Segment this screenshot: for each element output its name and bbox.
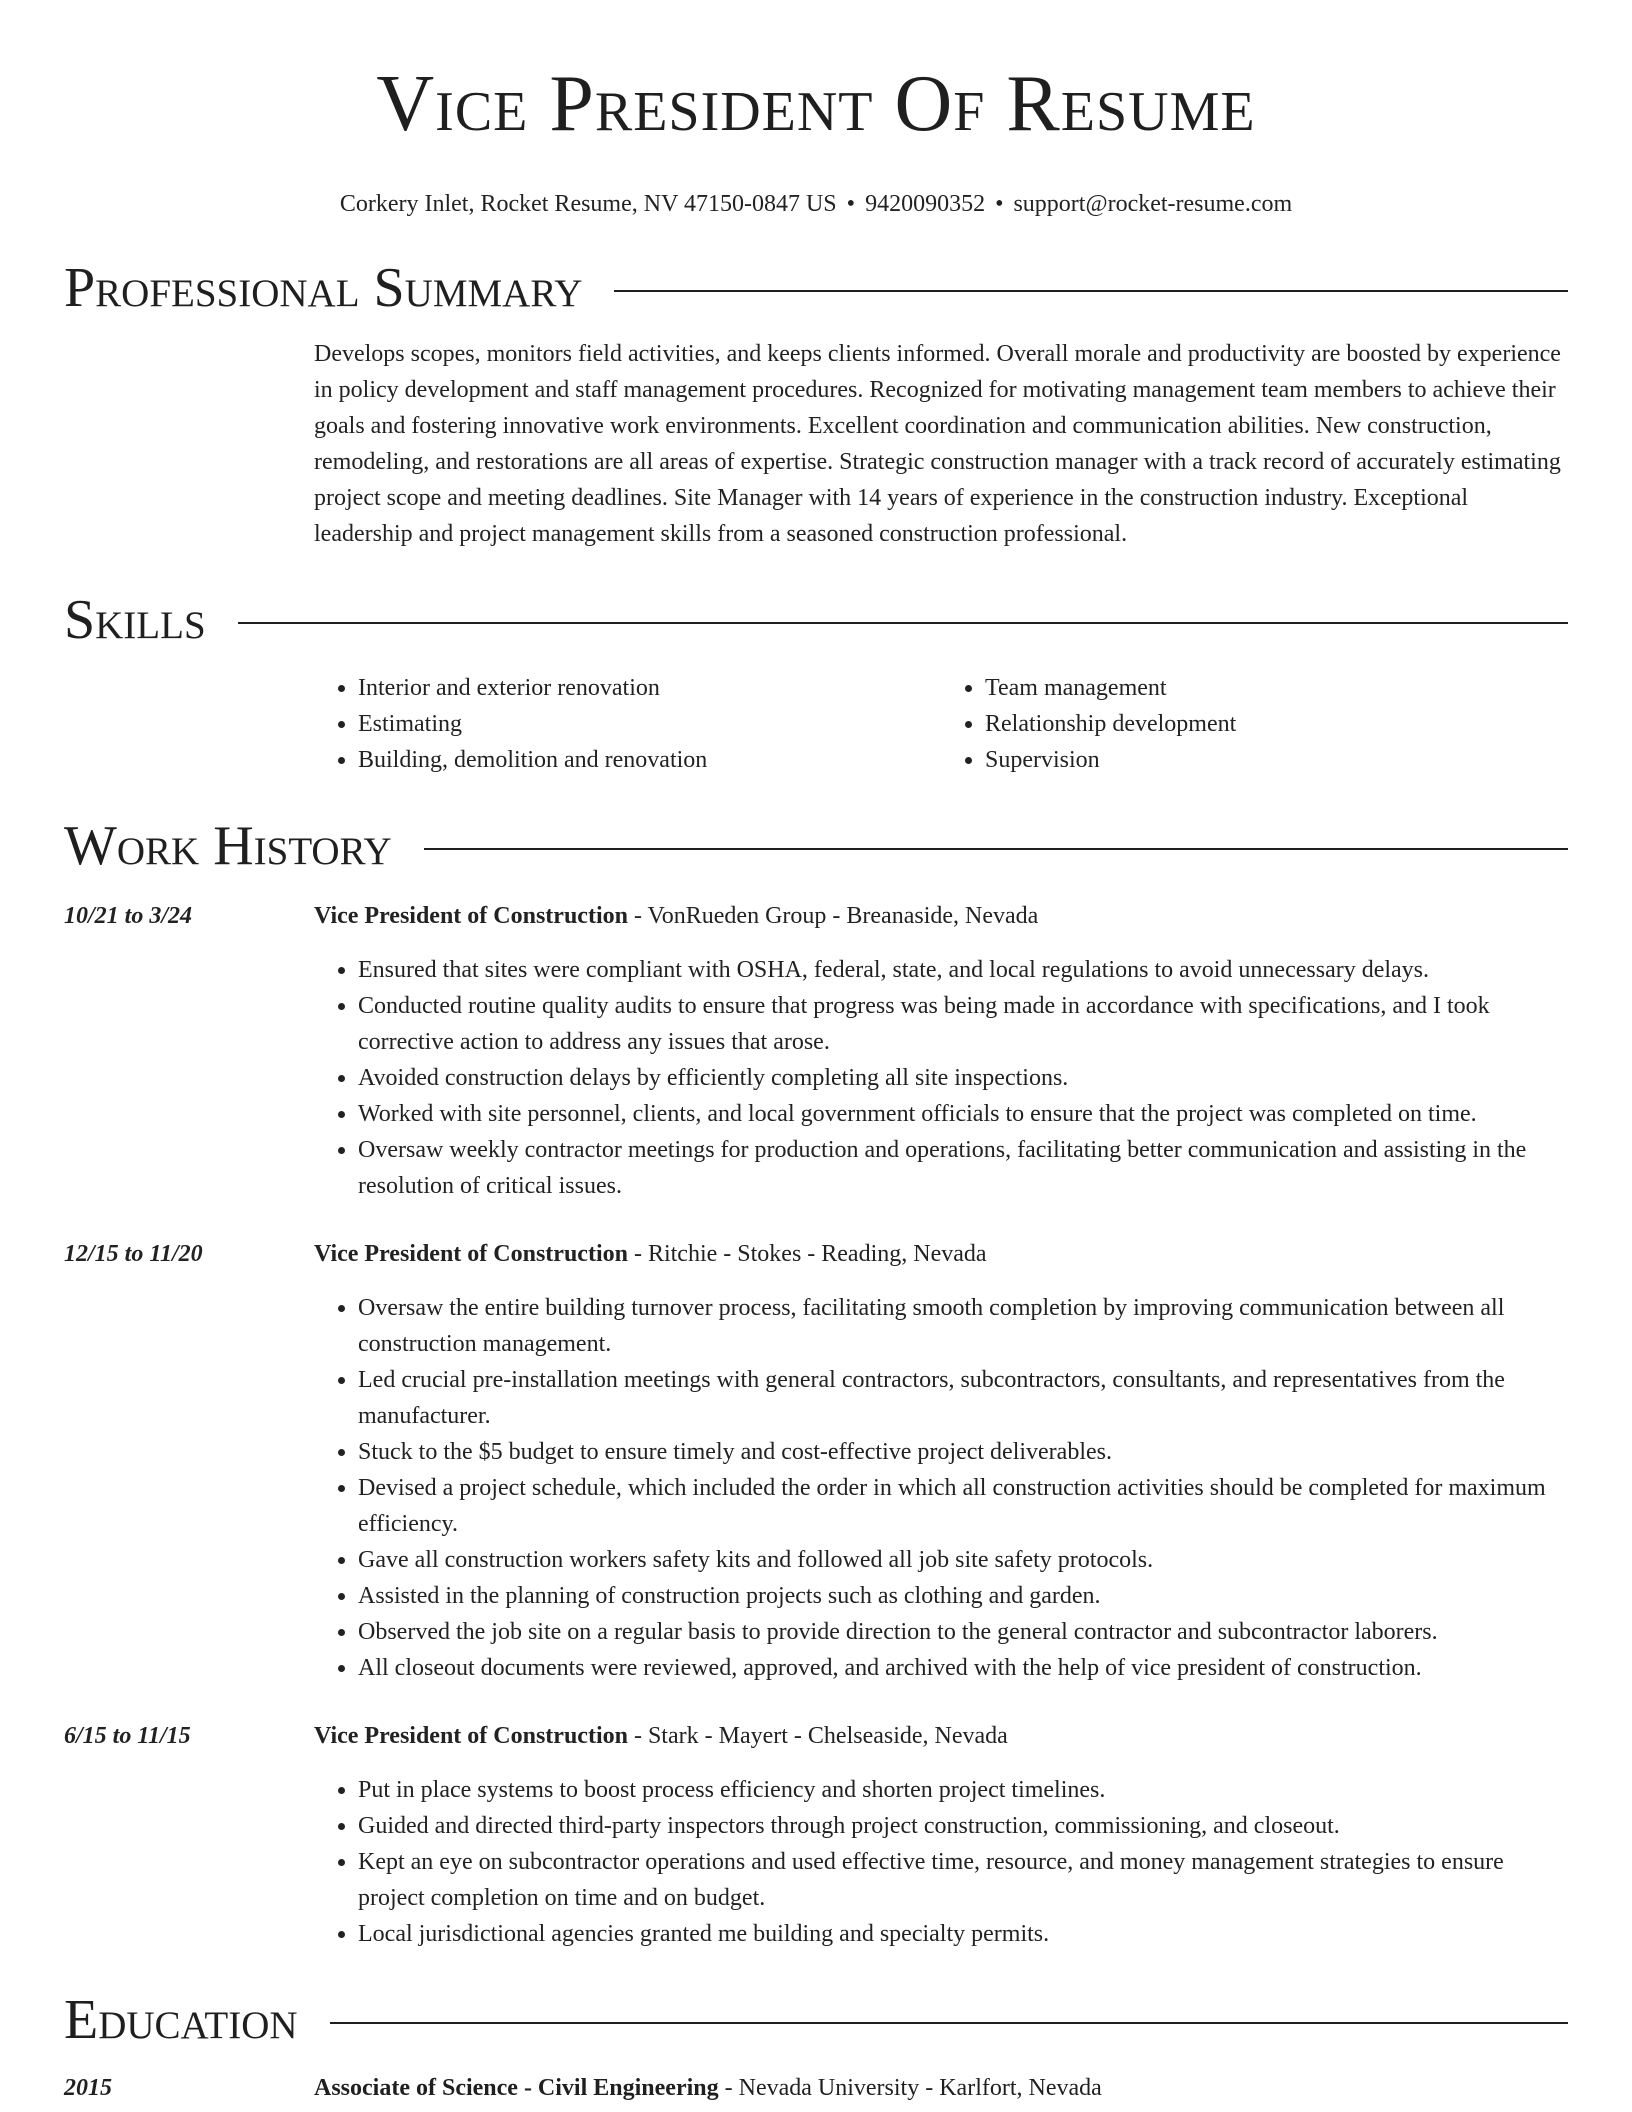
- job-bullet: • Devised a project schedule, which included the order in which all construction activities should be completed for maximum efficiency.: [358, 1470, 1568, 1542]
- section-divider: [614, 290, 1568, 292]
- education-section-heading: [64, 1986, 1568, 2054]
- skills-list-left: [314, 670, 941, 778]
- contact-separator: •: [995, 191, 1004, 217]
- job-bullets: [314, 1772, 1568, 1952]
- job-dates: 10/21 to 3/24: [64, 903, 193, 929]
- job-company: - Ritchie - Stokes - Reading, Nevada: [627, 1241, 987, 1267]
- job-bullet: • Led crucial pre-installation meetings with general contractors, subcontractors, consultants, and representatives from the manufacturer.: [358, 1362, 1568, 1434]
- job-entry: [64, 1718, 1568, 1952]
- job-bullet: • Local jurisdictional agencies granted me building and specialty permits.: [358, 1916, 1568, 1952]
- education-degree: Associate of Science - Civil Engineering: [314, 2075, 719, 2101]
- summary-text: Develops scopes, monitors field activities, and keeps clients informed. Overall morale and productivity are boosted by experience in policy development and staff management procedures. Recognized for motivating management team members to achieve their goals and fostering innovative work environments. Excellent coordination and communication abilities. New construction, remodeling, and restorations are all areas of expertise. Strategic construction manager with a track record of accurately estimating project scope and meeting deadlines. Site Manager with 14 years of experience in the construction industry. Exceptional leadership and project management skills from a seasoned construction professional.: [314, 341, 1561, 547]
- job-dates: 6/15 to 11/15: [64, 1723, 191, 1749]
- skills-title: Skills: [64, 589, 206, 651]
- job-company: - VonRueden Group - Breanaside, Nevada: [627, 903, 1039, 929]
- job-bullet: • Oversaw the entire building turnover process, facilitating smooth completion by improving communication between all construction management.: [358, 1290, 1568, 1362]
- job-heading: [314, 1718, 1568, 1754]
- section-divider: [424, 848, 1568, 850]
- job-bullet: • Oversaw weekly contractor meetings for production and operations, facilitating better communication and assisting in the resolution of critical issues.: [358, 1132, 1568, 1204]
- job-role: Vice President of Construction: [314, 903, 628, 929]
- education-year: 2015: [64, 2075, 112, 2101]
- job-bullet: • Worked with site personnel, clients, and local government officials to ensure that the project was completed on time.: [358, 1096, 1568, 1132]
- job-bullet: • Gave all construction workers safety kits and followed all job site safety protocols.: [358, 1542, 1568, 1578]
- job-heading: [314, 1236, 1568, 1272]
- job-bullets: [314, 1290, 1568, 1686]
- job-bullet: • Guided and directed third-party inspectors through project construction, commissioning, and closeout.: [358, 1808, 1568, 1844]
- job-bullets: [314, 952, 1568, 1204]
- job-bullet: • Avoided construction delays by efficiently completing all site inspections.: [358, 1060, 1568, 1096]
- skills-list-right: [941, 670, 1568, 778]
- job-bullet: • Observed the job site on a regular basis to provide direction to the general contractor and subcontractor laborers.: [358, 1614, 1568, 1650]
- education-title: Education: [64, 1989, 298, 2051]
- skills-grid: [314, 670, 1568, 778]
- summary-section-heading: [64, 254, 1568, 322]
- skill-item: • Relationship development: [985, 706, 1568, 742]
- job-bullet: • All closeout documents were reviewed, approved, and archived with the help of vice president of construction.: [358, 1650, 1568, 1686]
- skills-section-heading: [64, 586, 1568, 654]
- resume-name: Vice President Of Resume: [376, 60, 1256, 148]
- job-role: Vice President of Construction: [314, 1241, 628, 1267]
- job-company: - Stark - Mayert - Chelseaside, Nevada: [627, 1723, 1008, 1749]
- contact-phone: 9420090352: [865, 191, 986, 217]
- skill-item: • Interior and exterior renovation: [358, 670, 941, 706]
- job-body: [314, 1718, 1568, 1952]
- job-bullet: • Assisted in the planning of construction projects such as clothing and garden.: [358, 1578, 1568, 1614]
- section-divider: [330, 2022, 1568, 2024]
- summary-title: Professional Summary: [64, 257, 583, 319]
- work-title: Work History: [64, 815, 392, 877]
- job-entry: [64, 1236, 1568, 1686]
- skill-item: • Building, demolition and renovation: [358, 742, 941, 778]
- contact-line: [64, 188, 1568, 220]
- job-bullet: • Conducted routine quality audits to ensure that progress was being made in accordance with specifications, and I took corrective action to address any issues that arose.: [358, 988, 1568, 1060]
- education-body: [314, 2070, 1102, 2106]
- skill-item: • Team management: [985, 670, 1568, 706]
- work-section-heading: [64, 812, 1568, 880]
- job-bullet: • Put in place systems to boost process efficiency and shorten project timelines.: [358, 1772, 1568, 1808]
- education-entry: [64, 2070, 1568, 2106]
- job-body: [314, 1236, 1568, 1686]
- job-bullet: • Ensured that sites were compliant with OSHA, federal, state, and local regulations to avoid unnecessary delays.: [358, 952, 1568, 988]
- skill-item: • Supervision: [985, 742, 1568, 778]
- job-body: [314, 898, 1568, 1204]
- section-divider: [238, 622, 1568, 624]
- education-school: - Nevada University - Karlfort, Nevada: [718, 2075, 1102, 2101]
- job-heading: [314, 898, 1568, 934]
- contact-separator: •: [846, 191, 856, 217]
- job-dates: 12/15 to 11/20: [64, 1241, 203, 1267]
- job-bullet: • Stuck to the $5 budget to ensure timely and cost-effective project deliverables.: [358, 1434, 1568, 1470]
- contact-address: Corkery Inlet, Rocket Resume, NV 47150-0847 US: [339, 191, 837, 217]
- skill-item: • Estimating: [358, 706, 941, 742]
- job-bullet: • Kept an eye on subcontractor operations and used effective time, resource, and money management strategies to ensure project completion on time and on budget.: [358, 1844, 1568, 1916]
- job-entry: [64, 898, 1568, 1204]
- job-role: Vice President of Construction: [314, 1723, 628, 1749]
- contact-email: support@rocket-resume.com: [1013, 191, 1293, 217]
